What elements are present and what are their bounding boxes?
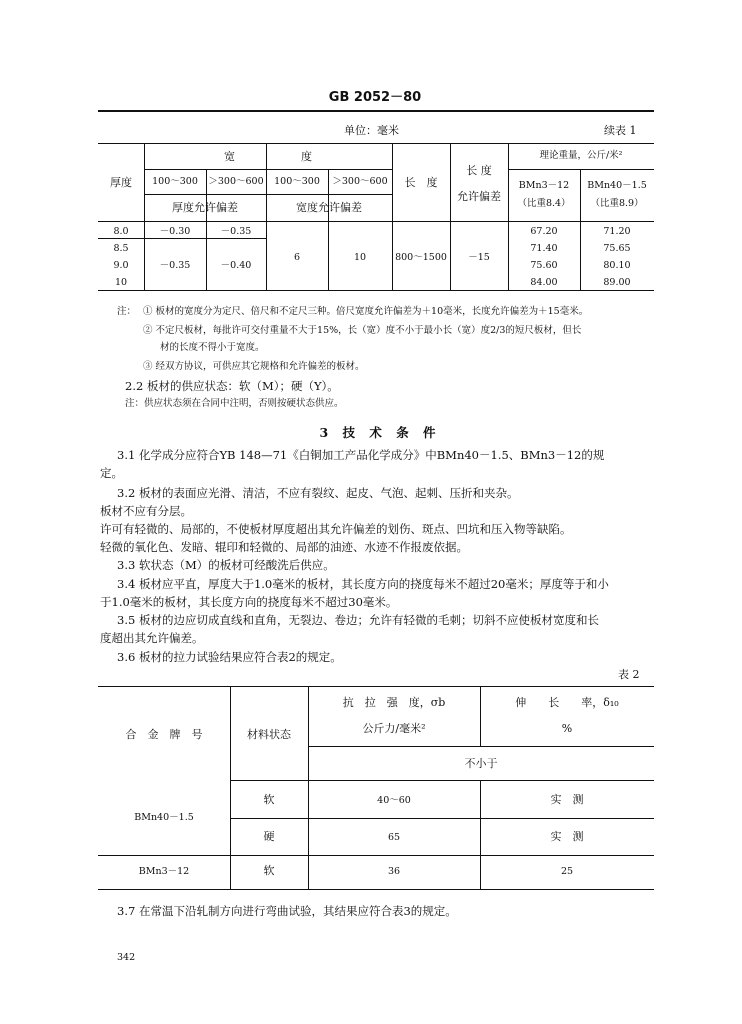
clause-3-2b: 板材不应有分层。 <box>100 504 192 518</box>
table1-row-w2: 75.65 <box>603 243 631 254</box>
table1-row-w1: 71.40 <box>530 243 558 254</box>
table2-row-elongation: 实 测 <box>550 830 584 843</box>
table1-header-alloy1-b: （比重8.4） <box>517 198 571 209</box>
clause-3-2c: 许可有轻微的、局部的，不使板材厚度超出其允许偏差的划伤、斑点、凹坑和压入物等缺陷。 <box>100 522 572 536</box>
table1-row-tol1: －0.30 <box>159 226 191 237</box>
clause-3-1a: 3.1 化学成分应符合YB 148—71《白铜加工产品化学成分》中BMn40－1.5、BMn3－12的规 <box>117 448 605 462</box>
table2-header-elongation-unit: % <box>561 722 573 735</box>
table1-header-thickness: 厚度 <box>110 176 132 189</box>
clause-3-7: 3.7 在常温下沿轧制方向进行弯曲试验，其结果应符合表3的规定。 <box>117 904 457 918</box>
header-rule <box>98 110 654 112</box>
table2-header-min: 不小于 <box>464 757 498 770</box>
section-3-title: 3 技 术 条 件 <box>319 425 441 440</box>
page-number: 342 <box>117 952 136 963</box>
table1-header-alloy2-b: （比重8.9） <box>590 198 644 209</box>
table1-row-tol1: －0.35 <box>159 260 191 271</box>
table2-header-alloy: 合 金 牌 号 <box>125 728 203 741</box>
table1-header-weight: 理论重量，公斤/米² <box>539 150 623 161</box>
clause-3-1b: 定。 <box>100 466 123 480</box>
table1-row-tol2: －0.40 <box>220 260 252 271</box>
table2-row-strength: 65 <box>387 832 401 843</box>
clause-3-3: 3.3 软状态（M）的板材可经酸洗后供应。 <box>117 558 335 572</box>
table2-row-state: 软 <box>263 864 275 877</box>
standard-code: GB 2052－80 <box>328 90 422 105</box>
note-2b: 材的长度不得小于宽度。 <box>160 342 265 353</box>
table1-header-width-b: ＞300～600 <box>208 176 264 187</box>
table2-header-elongation: 伸 长 率，δ₁₀ <box>515 696 619 709</box>
table1-header-length: 长 度 <box>404 176 438 189</box>
table2-row-strength: 40～60 <box>377 795 411 806</box>
table1-row-w2: 80.10 <box>603 260 631 271</box>
table2-row-alloy: BMn3－12 <box>138 866 190 877</box>
table1-header-length-tol-2: 允许偏差 <box>457 190 501 203</box>
note-3: ③ 经双方协议，可供应其它规格和允许偏差的板材。 <box>143 361 365 372</box>
clause-3-4b: 于1.0毫米的板材，其长度方向的挠度每米不超过30毫米。 <box>100 595 398 609</box>
table1-unit: 单位：毫米 <box>344 124 399 137</box>
table1-length-tol: －15 <box>468 252 490 263</box>
table1-header-width-a: 100～300 <box>152 176 198 187</box>
table1-header-alloy1-a: BMn3－12 <box>518 180 570 191</box>
table1-width-tol-b: 10 <box>353 252 367 263</box>
clause-3-4a: 3.4 板材应平直，厚度大于1.0毫米的板材，其长度方向的挠度每米不超过20毫米；厚度等于和小 <box>117 577 609 591</box>
table1-width-tol-a: 6 <box>293 252 301 263</box>
table2-row-elongation: 实 测 <box>550 793 584 806</box>
supply-note: 注：供应状态须在合同中注明，否则按硬状态供应。 <box>125 398 344 409</box>
note-2a: ② 不定尺板材，每批许可交付重量不大于15%，长（宽）度不小于最小长（宽）度2/3的短尺板材，但长 <box>143 325 582 336</box>
table1-header-width-c: 100～300 <box>274 176 320 187</box>
table1-row-tol2: －0.35 <box>220 226 252 237</box>
table1-row-w1: 75.60 <box>530 260 558 271</box>
notes-label: 注： <box>117 306 137 317</box>
table1-row-thickness: 8.5 <box>113 243 129 254</box>
table1-header-width-d: ＞300～600 <box>332 176 388 187</box>
table1-row-thickness: 9.0 <box>113 260 129 271</box>
table1-header-length-tol-1: 长 度 <box>466 164 492 177</box>
table1-row-w2: 71.20 <box>603 226 631 237</box>
clause-3-2a: 3.2 板材的表面应光滑、清洁，不应有裂纹、起皮、气泡、起刺、压折和夹杂。 <box>117 486 519 500</box>
table2-label: 表 2 <box>618 668 640 681</box>
table2-header-strength-unit: 公斤力/毫米² <box>362 722 426 735</box>
table2-row-state: 软 <box>263 793 275 806</box>
table1-continued: 续表 1 <box>604 124 637 137</box>
table1-length: 800～1500 <box>395 252 447 263</box>
table2-header-state: 材料状态 <box>247 728 291 741</box>
table1-header-width-tolerance: 宽度允许偏差 <box>296 201 362 214</box>
table2-row-alloy: BMn40－1.5 <box>134 812 194 823</box>
table1-row-thickness: 10 <box>114 277 128 288</box>
clause-3-5a: 3.5 板材的边应切成直线和直角，无裂边、卷边；允许有轻微的毛刺；切斜不应使板材宽度和长 <box>117 613 599 627</box>
table1-header-width: 宽 度 <box>224 150 312 163</box>
supply-states: 2.2 板材的供应状态：软（M）；硬（Y）。 <box>125 379 339 393</box>
clause-3-2d: 轻微的氧化色、发暗、辊印和轻微的、局部的油迹、水迹不作报废依据。 <box>100 540 468 554</box>
table2-row-state: 硬 <box>263 830 275 843</box>
table2-row-elongation: 25 <box>560 866 574 877</box>
table2-row-strength: 36 <box>387 866 401 877</box>
clause-3-5b: 度超出其允许偏差。 <box>100 631 204 645</box>
table1-header-alloy2-a: BMn40－1.5 <box>587 180 647 191</box>
clause-3-6: 3.6 板材的拉力试验结果应符合表2的规定。 <box>117 650 342 664</box>
table1-row-thickness: 8.0 <box>113 226 129 237</box>
table1-header-thickness-tolerance: 厚度允许偏差 <box>172 201 238 214</box>
table2-header-strength: 抗 拉 强 度，σb <box>342 696 446 709</box>
table1-row-w1: 84.00 <box>530 277 558 288</box>
table1-row-w1: 67.20 <box>530 226 558 237</box>
table1-row-w2: 89.00 <box>603 277 631 288</box>
note-1: ① 板材的宽度分为定尺、倍尺和不定尺三种。倍尺宽度允许偏差为＋10毫米，长度允许偏差为＋15毫米。 <box>143 306 589 317</box>
